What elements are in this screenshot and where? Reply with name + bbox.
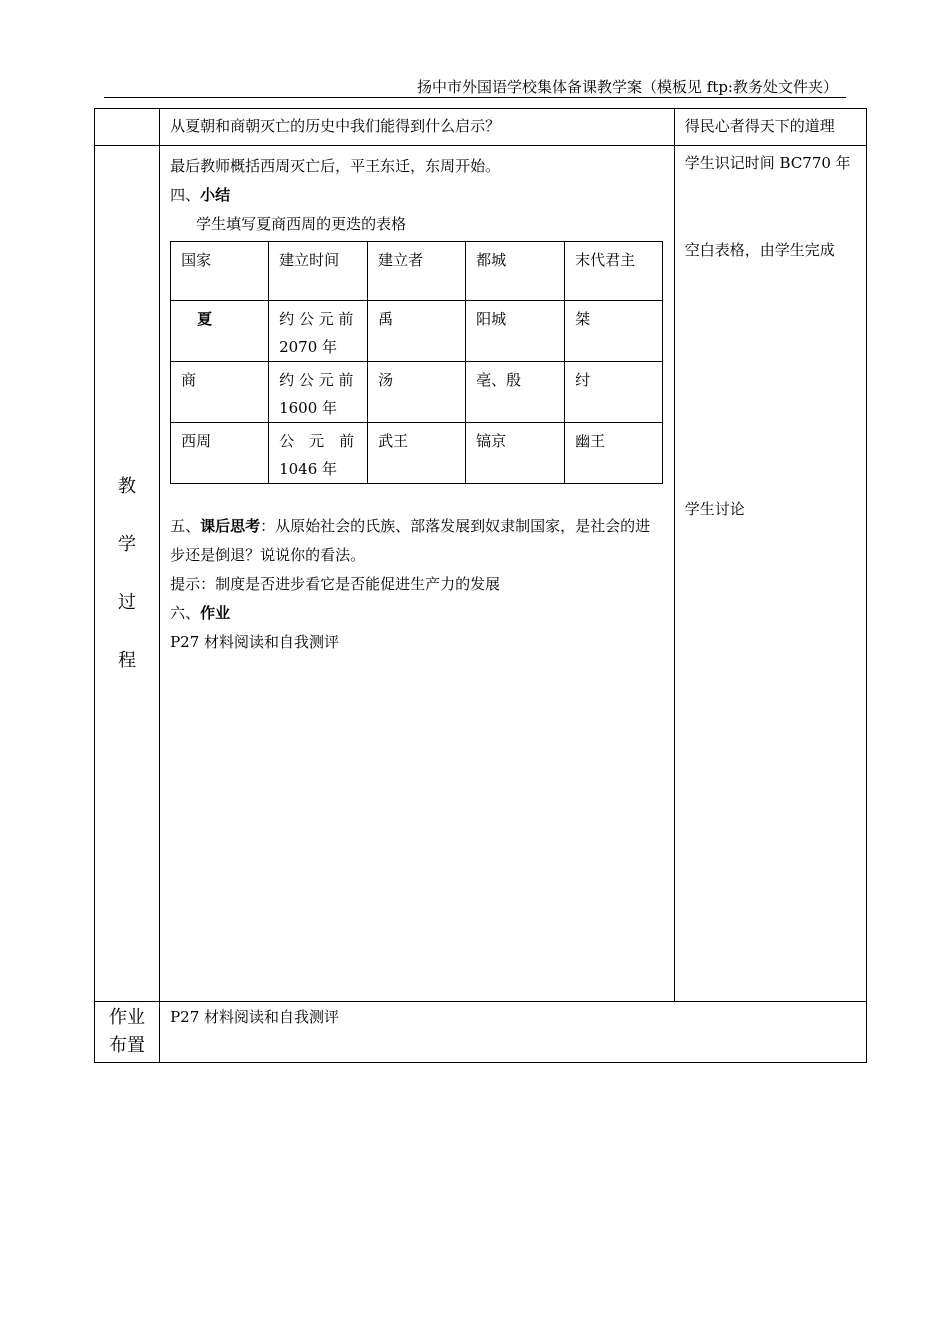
table-header-row <box>171 242 663 301</box>
table-cell: 武王 <box>368 423 466 484</box>
answer-cell: 得民心者得天下的道理 <box>674 109 866 146</box>
dynasty-table <box>170 241 663 484</box>
teaching-process-row <box>95 146 867 1002</box>
teaching-content-cell <box>160 146 675 1002</box>
table-header-cell: 建立者 <box>368 242 466 301</box>
table-cell: 约 公 元 前 2070 年 <box>269 301 368 362</box>
teaching-process-label <box>95 146 160 1002</box>
document-header: 扬中市外国语学校集体备课教学案（模板见 ftp:教务处文件夹） <box>416 78 838 96</box>
table-row <box>171 362 663 423</box>
table-cell: 桀 <box>565 301 663 362</box>
side-char: 学 <box>118 534 137 555</box>
section5-text: 五、课后思考：从原始社会的氏族、部落发展到奴隶制国家，是社会的进步还是倒退？说说你的看法。 <box>170 517 651 564</box>
table-cell: 商 <box>171 362 269 423</box>
table-cell: 夏 <box>171 301 269 362</box>
table-cell: 禹 <box>368 301 466 362</box>
homework-row <box>95 1002 867 1063</box>
notes-cell <box>674 146 866 1002</box>
table-header-cell: 末代君主 <box>565 242 663 301</box>
table-cell: 纣 <box>565 362 663 423</box>
question-cell: 从夏朝和商朝灭亡的历史中我们能得到什么启示？ <box>160 109 675 146</box>
note-time: 学生识记时间 BC770 年 <box>684 154 851 172</box>
homework-label: 作业 布置 <box>95 1002 160 1063</box>
table-header-cell: 都城 <box>466 242 565 301</box>
table-header-cell: 国家 <box>171 242 269 301</box>
lesson-plan-table <box>94 108 867 1063</box>
empty-label-cell <box>95 109 160 146</box>
hint-text: 提示：制度是否进步看它是否能促进生产力的发展 <box>170 575 501 593</box>
side-char: 教 <box>118 476 137 497</box>
note-table: 空白表格，由学生完成 <box>684 241 835 259</box>
table-row <box>171 301 663 362</box>
section6-heading: 六、作业 <box>170 604 231 622</box>
homework-text: P27 材料阅读和自我测评 <box>170 633 340 651</box>
question-row <box>95 109 867 146</box>
homework-value: P27 材料阅读和自我测评 <box>160 1002 867 1063</box>
table-cell: 汤 <box>368 362 466 423</box>
table-cell: 幽王 <box>565 423 663 484</box>
note-discussion: 学生讨论 <box>684 500 745 518</box>
table-cell: 阳城 <box>466 301 565 362</box>
table-cell: 西周 <box>171 423 269 484</box>
table-cell: 镐京 <box>466 423 565 484</box>
header-rule <box>104 97 846 98</box>
section4-heading: 四、小结 <box>170 186 231 204</box>
table-cell: 公 元 前 1046 年 <box>269 423 368 484</box>
table-cell: 约 公 元 前 1600 年 <box>269 362 368 423</box>
table-cell: 亳、殷 <box>466 362 565 423</box>
table-intro: 学生填写夏商西周的更迭的表格 <box>196 215 407 233</box>
intro-text: 最后教师概括西周灭亡后，平王东迁，东周开始。 <box>170 157 501 175</box>
side-char: 程 <box>118 650 137 671</box>
table-row <box>171 423 663 484</box>
table-header-cell: 建立时间 <box>269 242 368 301</box>
side-char: 过 <box>118 592 137 613</box>
